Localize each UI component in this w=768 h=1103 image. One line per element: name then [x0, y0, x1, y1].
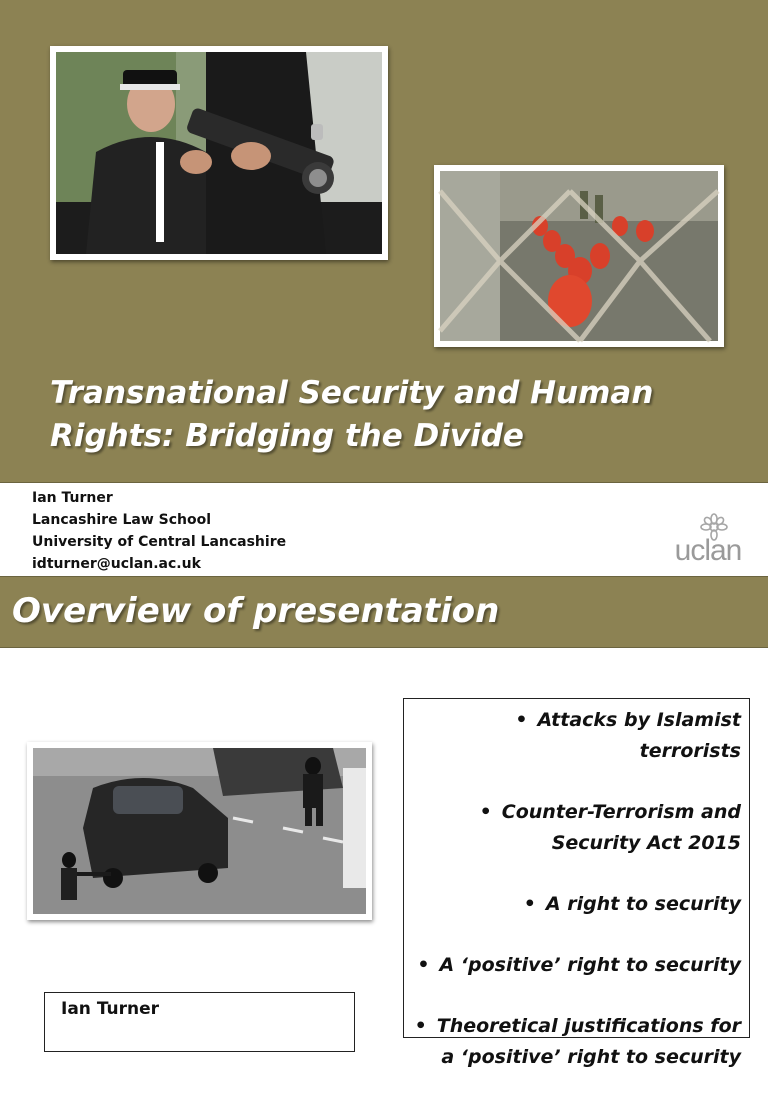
- bullet-item: [409, 889, 741, 920]
- street-attack-image: [33, 748, 366, 914]
- overview-bullet-list: [409, 705, 741, 1103]
- author-university: University of Central Lancashire: [32, 534, 287, 550]
- title-line-1: Transnational Security and Human: [50, 375, 654, 411]
- bullet-marker: •: [479, 801, 492, 823]
- bullet-text: A ‘positive’ right to security: [439, 954, 741, 976]
- overview-bullet-box: [403, 698, 750, 1068]
- title-line-2: Rights: Bridging the Divide: [50, 418, 524, 454]
- logo-wordmark: uclan: [674, 534, 742, 567]
- armed-police-photo: [50, 46, 388, 260]
- armed-police-image: [56, 52, 382, 254]
- title-banner: [0, 0, 768, 483]
- detention-camp-image: [440, 171, 718, 341]
- detention-camp-photo: [434, 165, 724, 347]
- bullet-text: Counter-Terrorism and Security Act 2015: [501, 801, 741, 854]
- presenter-info-box: [44, 992, 355, 1052]
- bullet-item: [409, 705, 741, 767]
- bullet-marker: •: [417, 954, 430, 976]
- presenter-name: Ian Turner: [61, 999, 160, 1019]
- bullet-marker: •: [414, 1015, 427, 1037]
- bullet-item: [409, 797, 741, 859]
- bullet-text: A right to security: [545, 893, 741, 915]
- bullet-text: Theoretical justifications for a ‘positive’ right to security: [436, 1015, 741, 1068]
- overview-title: Overview of presentation: [12, 591, 500, 631]
- author-details: [32, 487, 286, 575]
- bullet-item: [409, 1011, 741, 1073]
- author-name: Ian Turner: [32, 490, 113, 506]
- author-school: Lancashire Law School: [32, 512, 212, 528]
- bullet-item: [409, 950, 741, 981]
- bullet-marker: •: [515, 709, 528, 731]
- overview-slide: [0, 576, 768, 1068]
- bullet-text: Attacks by Islamist terrorists: [537, 709, 741, 762]
- uclan-logo: [664, 514, 752, 570]
- author-email: idturner@uclan.ac.uk: [32, 556, 201, 572]
- bullet-marker: •: [523, 893, 536, 915]
- presentation-title: [50, 372, 750, 458]
- overview-banner: [0, 576, 768, 648]
- street-attack-photo: [27, 742, 372, 920]
